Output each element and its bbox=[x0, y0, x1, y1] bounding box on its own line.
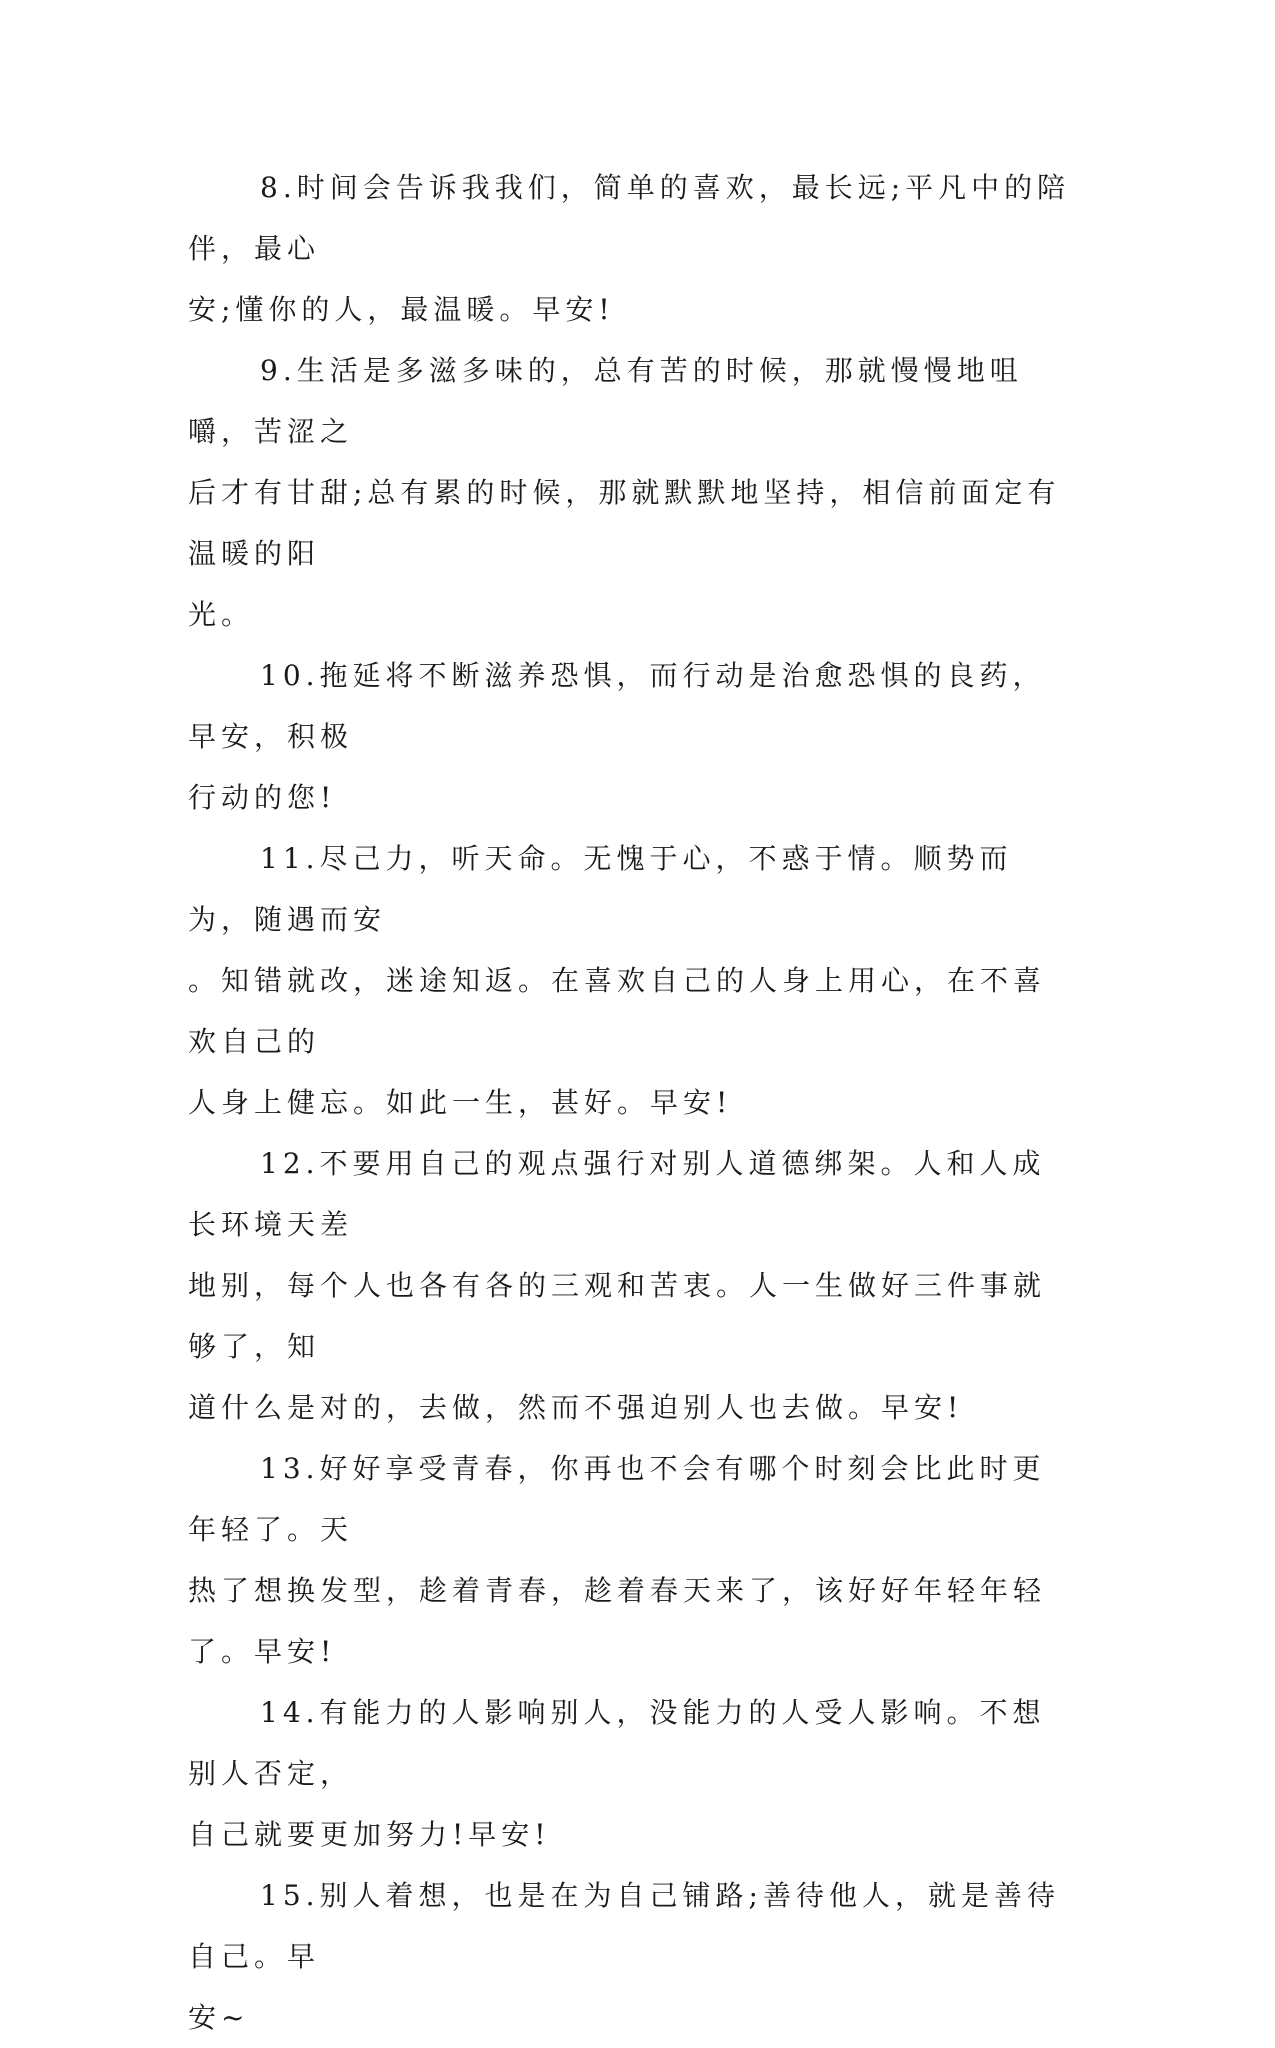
paragraph-12: 12.不要用自己的观点强行对别人道德绑架。人和人成长环境天差 地别，每个人也各有各的三观和苦衷。人一生做好三件事就够了，知 道什么是对的，去做，然而不强迫别人也去做。早安! bbox=[188, 1147, 1047, 1424]
paragraph-9: 9.生活是多滋多味的，总有苦的时候，那就慢慢地咀嚼，苦涩之 后才有甘甜;总有累的时候，那就默默地坚持，相信前面定有温暖的阳 光。 bbox=[188, 354, 1061, 631]
paragraph-8: 8.时间会告诉我我们，简单的喜欢，最长远;平凡中的陪伴，最心 安;懂你的人，最温暖。早安! bbox=[188, 171, 1071, 326]
paragraph-14: 14.有能力的人影响别人，没能力的人受人影响。不想别人否定， 自己就要更加努力!早安! bbox=[188, 1696, 1046, 1851]
paragraph-11: 11.尽己力，听天命。无愧于心，不惑于情。顺势而为，随遇而安 。知错就改，迷途知返。在喜欢自己的人身上用心，在不喜欢自己的 人身上健忘。如此一生，甚好。早安! bbox=[188, 842, 1047, 1119]
paragraph-10: 10.拖延将不断滋养恐惧，而行动是治愈恐惧的良药，早安，积极 行动的您! bbox=[188, 659, 1046, 814]
paragraph-15: 15.别人着想，也是在为自己铺路;善待他人，就是善待自己。早 安~ bbox=[188, 1879, 1060, 2034]
document-body bbox=[188, 157, 1076, 2048]
paragraph-13: 13.好好享受青春，你再也不会有哪个时刻会比此时更年轻了。天 热了想换发型，趁着青春，趁着春天来了，该好好年轻年轻了。早安! bbox=[188, 1452, 1047, 1668]
